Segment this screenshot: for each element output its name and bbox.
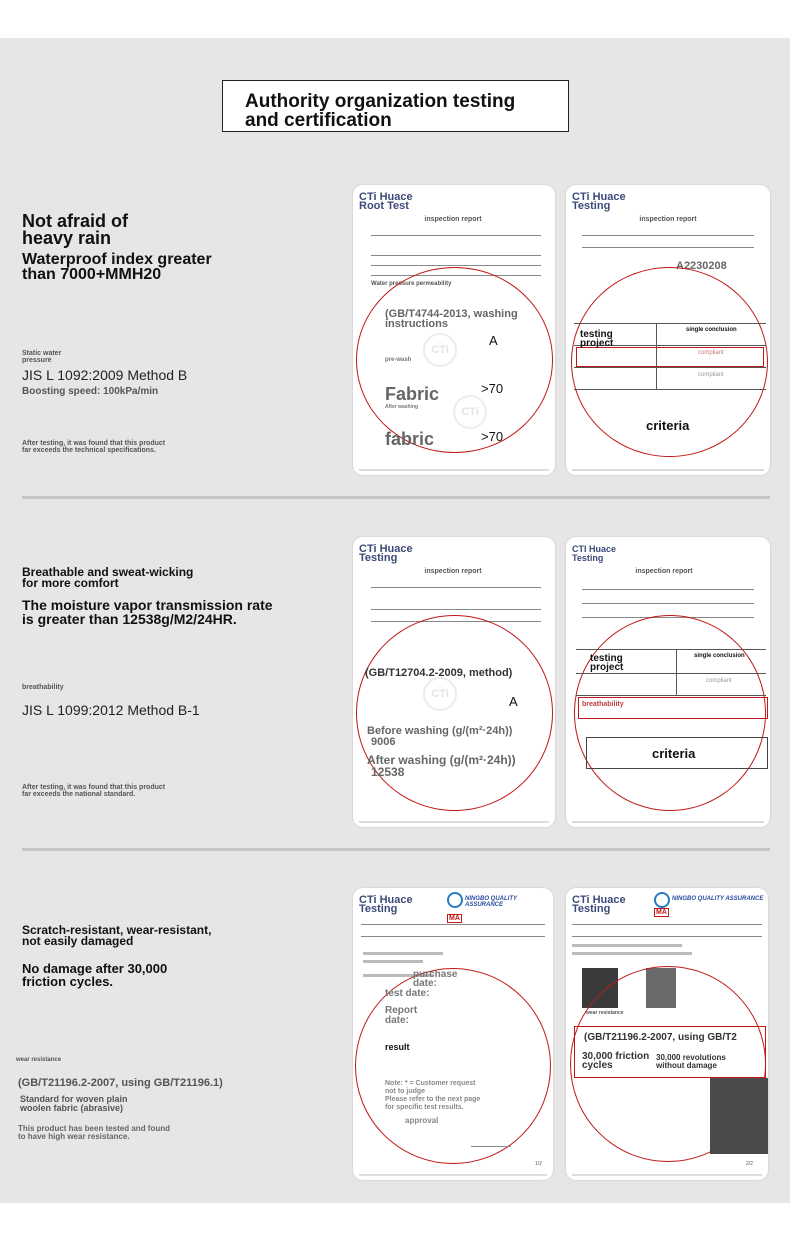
compliant-label-2: compliant: [698, 372, 724, 378]
test-date-label: test date:: [385, 988, 430, 999]
compliant-label-1: compliant: [698, 350, 724, 356]
section1-subheading: Waterproof index greater than 7000+MMH20: [22, 251, 212, 283]
before-washing-value: 9006: [371, 736, 396, 748]
quality-assurance-logo: [447, 892, 463, 908]
report-doc-1a: [353, 185, 555, 475]
page-title: Authority organization testing and certification: [245, 91, 516, 131]
doc-value-1: >70: [481, 381, 504, 396]
wear-resistance-label: wear resistance: [586, 1010, 624, 1016]
highlight-circle: [356, 615, 553, 811]
quality-assurance-text: NINGBO QUALITY ASSURANCE: [465, 896, 517, 908]
section1-heading: Not afraid of heavy rain: [22, 211, 128, 248]
approval-label: approval: [405, 1116, 439, 1125]
single-conclusion-label: single conclusion: [694, 653, 745, 659]
report-doc-2a: [353, 537, 555, 827]
doc-fabric-1: Fabric: [385, 384, 440, 404]
section3-method-label: wear resistance: [16, 1057, 62, 1063]
report-doc-2b: [566, 537, 770, 827]
doc-prewash: pre-wash: [385, 357, 412, 363]
cti-watermark: CTi: [453, 395, 487, 429]
doc-row-label: Water pressure permeability: [371, 281, 452, 287]
quality-assurance-text: NINGBO QUALITY ASSURANCE: [672, 896, 764, 902]
section1-method-label: Static water pressure: [22, 350, 62, 364]
doc-standard: (GB/T12704.2-2009, method): [365, 667, 513, 679]
report-doc-1b: [566, 185, 770, 475]
section2-standard: JIS L 1099:2012 Method B-1: [22, 702, 200, 718]
doc-standard: (GB/T21196.2-2007, using GB/T2: [584, 1032, 737, 1043]
doc-fabric-2: fabric: [385, 429, 435, 449]
report-title: inspection report: [424, 216, 482, 223]
report-note: Note: * = Customer request not to judge Please refer to the next page for specific test results.: [385, 1080, 481, 1111]
report-doc-3b: [566, 888, 768, 1180]
section1-standard: JIS L 1092:2009 Method B: [22, 367, 188, 383]
cti-watermark: CTi: [423, 677, 457, 711]
after-washing-label: After washing (g/(m²·24h)): [367, 753, 516, 767]
testing-project-label: testing project: [590, 653, 624, 673]
criteria-label: criteria: [652, 746, 696, 761]
section3-subheading: No damage after 30,000 friction cycles.: [22, 961, 168, 989]
cti-logo: CTI Huace Testing: [572, 544, 617, 563]
revolutions-result: 30,000 revolutions without damage: [656, 1053, 726, 1070]
after-washing-value: 12538: [371, 765, 405, 779]
single-conclusion-label: single conclusion: [686, 327, 737, 333]
report-date-label: Report date:: [385, 1005, 418, 1026]
cti-logo: CTi Huace Testing: [572, 191, 626, 212]
cti-watermark: CTi: [423, 333, 457, 367]
page-number: 1/2: [535, 1161, 542, 1167]
friction-cycles-label: 30,000 friction cycles: [582, 1051, 650, 1071]
quality-assurance-logo: [654, 892, 670, 908]
highlight-row: [576, 347, 764, 367]
doc-code: A2230208: [676, 260, 727, 272]
breathability-label: breathability: [582, 701, 624, 708]
cti-logo: CTi Huace Testing: [572, 894, 626, 915]
doc-grade: A: [509, 694, 518, 709]
compliant-label: compliant: [706, 678, 732, 684]
section2-heading: Breathable and sweat-wicking for more comfort: [22, 565, 194, 590]
before-washing-label: Before washing (g/(m²·24h)): [367, 725, 513, 737]
fabric-sample-photo: [710, 1078, 768, 1154]
cma-mark: MA: [656, 909, 667, 916]
doc-grade: A: [489, 333, 498, 348]
section2-method-label: breathability: [22, 684, 64, 691]
section3-standard-desc: Standard for woven plain woolen fabric (abrasive): [20, 1094, 128, 1113]
result-label: result: [385, 1042, 410, 1052]
report-title: inspection report: [635, 568, 693, 575]
doc-value-2: >70: [481, 429, 504, 444]
purchase-date-label: purchase date:: [413, 969, 458, 989]
criteria-label: criteria: [646, 418, 690, 433]
doc-after-label: After washing: [385, 404, 419, 410]
section2-subheading: The moisture vapor transmission rate is greater than 12538g/M2/24HR.: [22, 597, 273, 627]
report-title: inspection report: [424, 568, 482, 575]
doc-standard: (GB/T4744-2013, washing instructions: [385, 308, 518, 330]
cma-mark: MA: [449, 915, 460, 922]
cti-logo: CTi Huace Testing: [359, 543, 413, 564]
section3-note: This product has been tested and found to have high wear resistance.: [18, 1124, 171, 1141]
testing-project-label: testing project: [580, 329, 614, 349]
page-number: 2/2: [746, 1161, 753, 1167]
title-box: [222, 80, 569, 132]
section-divider: [22, 496, 770, 499]
section1-note: After testing, it was found that this product far exceeds the technical specifications.: [22, 440, 166, 454]
section-divider: [22, 848, 770, 851]
section1-speed: Boosting speed: 100kPa/min: [22, 386, 159, 397]
cti-logo: CTi Huace Root Test: [359, 191, 413, 212]
report-doc-3a: [353, 888, 553, 1180]
section2-note: After testing, it was found that this product far exceeds the national standard.: [22, 784, 166, 798]
cti-logo: CTi Huace Testing: [359, 894, 413, 915]
section3-standard: (GB/T21196.2-2007, using GB/T21196.1): [18, 1077, 223, 1089]
report-title: inspection report: [639, 216, 697, 223]
section3-heading: Scratch-resistant, wear-resistant, not easily damaged: [22, 923, 212, 948]
